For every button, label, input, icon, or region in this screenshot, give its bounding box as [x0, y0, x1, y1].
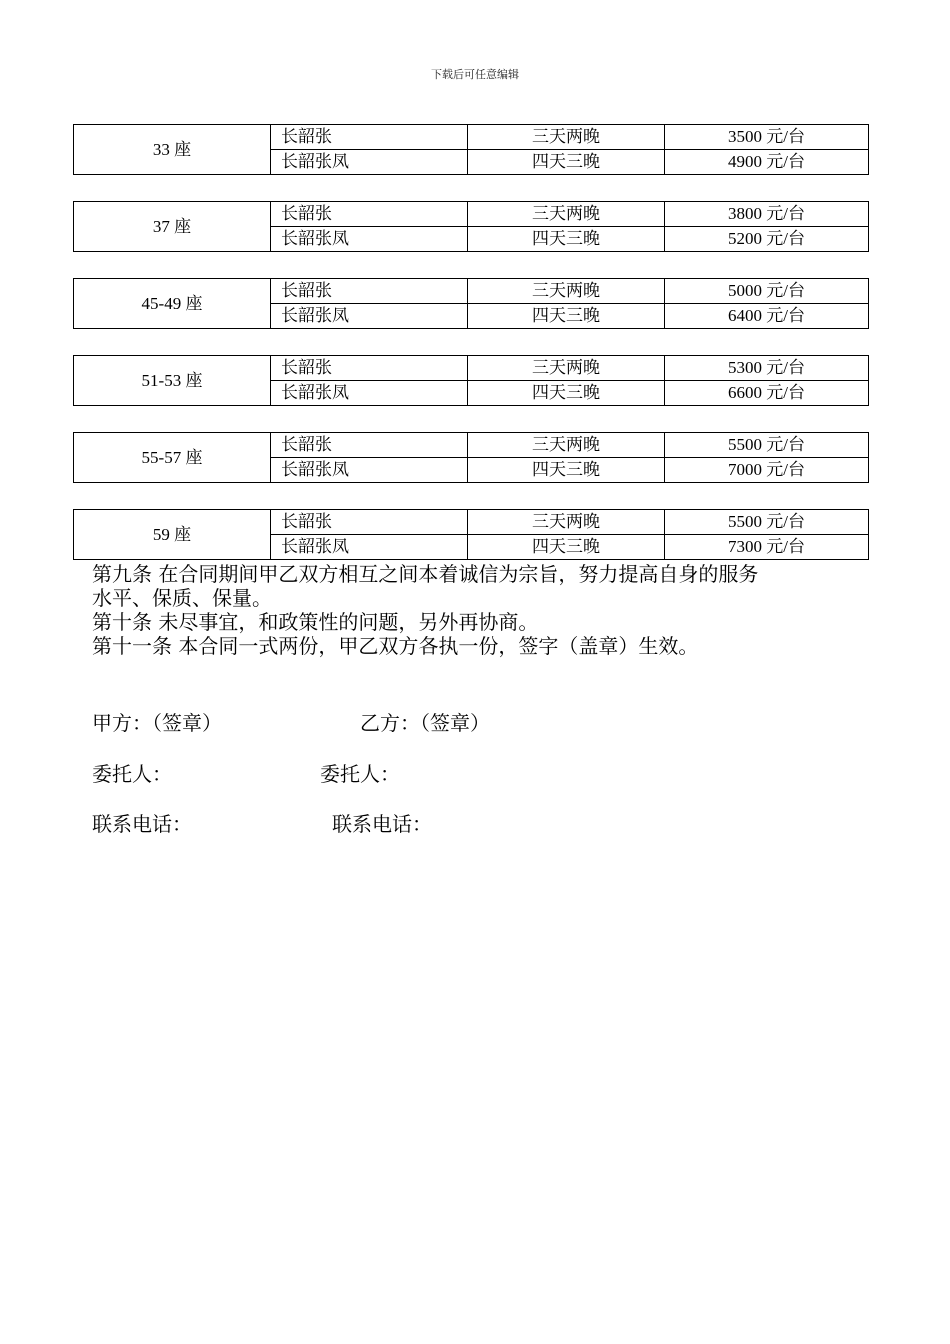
price-table-51-53-seat: [73, 355, 869, 406]
seat-count-cell: 45-49 座: [74, 279, 271, 329]
seat-count-cell: 37 座: [74, 202, 271, 252]
party-b-signature-label: 乙方：（签章）: [360, 711, 490, 735]
price-table-45-49-seat: [73, 278, 869, 329]
duration-cell: 三天两晚: [468, 202, 665, 227]
clause-11: 第十一条 本合同一式两份，甲乙双方各执一份，签字（盖章）生效。: [92, 634, 699, 658]
price-cell: 5200 元/台: [665, 227, 869, 252]
price-cell: 7000 元/台: [665, 458, 869, 483]
duration-cell: 三天两晚: [468, 510, 665, 535]
route-cell: 长韶张: [271, 202, 468, 227]
party-a-agent-label: 委托人：: [92, 762, 172, 786]
price-cell: 6400 元/台: [665, 304, 869, 329]
route-cell: 长韶张: [271, 356, 468, 381]
party-a-signature-label: 甲方：（签章）: [92, 711, 222, 735]
price-cell: 4900 元/台: [665, 150, 869, 175]
price-table-33-seat: [73, 124, 869, 175]
table-row: [74, 202, 869, 227]
table-row: [74, 510, 869, 535]
duration-cell: 四天三晚: [468, 304, 665, 329]
header-note: 下载后可任意编辑: [431, 68, 519, 81]
route-cell: 长韶张: [271, 510, 468, 535]
seat-count-cell: 51-53 座: [74, 356, 271, 406]
contract-clauses: [92, 562, 872, 658]
route-cell: 长韶张凤: [271, 304, 468, 329]
route-cell: 长韶张凤: [271, 458, 468, 483]
duration-cell: 三天两晚: [468, 433, 665, 458]
duration-cell: 四天三晚: [468, 458, 665, 483]
route-cell: 长韶张凤: [271, 227, 468, 252]
price-cell: 7300 元/台: [665, 535, 869, 560]
party-a-phone-label: 联系电话：: [92, 812, 192, 836]
route-cell: 长韶张凤: [271, 535, 468, 560]
table-row: [74, 433, 869, 458]
price-table-59-seat: [73, 509, 869, 560]
route-cell: 长韶张: [271, 279, 468, 304]
price-cell: 3800 元/台: [665, 202, 869, 227]
seat-count-cell: 59 座: [74, 510, 271, 560]
table-row: [74, 279, 869, 304]
duration-cell: 三天两晚: [468, 279, 665, 304]
route-cell: 长韶张凤: [271, 150, 468, 175]
clause-10: 第十条 未尽事宜，和政策性的问题，另外再协商。: [92, 610, 539, 634]
route-cell: 长韶张: [271, 433, 468, 458]
table-row: [74, 356, 869, 381]
clause-9-line-2: 水平、保质、保量。: [92, 586, 272, 610]
duration-cell: 四天三晚: [468, 535, 665, 560]
price-table-55-57-seat: [73, 432, 869, 483]
duration-cell: 四天三晚: [468, 381, 665, 406]
party-b-phone-label: 联系电话：: [332, 812, 432, 836]
table-row: [74, 125, 869, 150]
price-cell: 5300 元/台: [665, 356, 869, 381]
seat-count-cell: 55-57 座: [74, 433, 271, 483]
clause-9-line-1: 第九条 在合同期间甲乙双方相互之间本着诚信为宗旨，努力提高自身的服务: [92, 562, 759, 586]
duration-cell: 四天三晚: [468, 150, 665, 175]
price-cell: 5500 元/台: [665, 510, 869, 535]
duration-cell: 三天两晚: [468, 356, 665, 381]
price-cell: 5500 元/台: [665, 433, 869, 458]
price-cell: 5000 元/台: [665, 279, 869, 304]
price-cell: 3500 元/台: [665, 125, 869, 150]
duration-cell: 四天三晚: [468, 227, 665, 252]
price-cell: 6600 元/台: [665, 381, 869, 406]
route-cell: 长韶张: [271, 125, 468, 150]
duration-cell: 三天两晚: [468, 125, 665, 150]
price-table-37-seat: [73, 201, 869, 252]
party-b-agent-label: 委托人：: [320, 762, 400, 786]
route-cell: 长韶张凤: [271, 381, 468, 406]
seat-count-cell: 33 座: [74, 125, 271, 175]
